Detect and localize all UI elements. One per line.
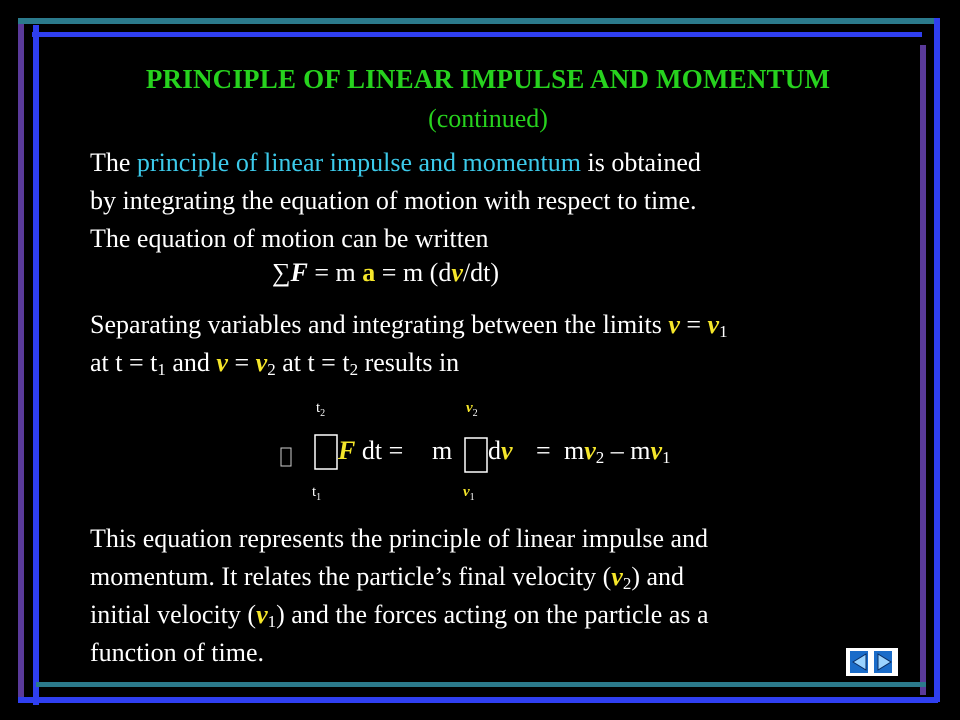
frame-bottom-outer-bar — [18, 697, 938, 703]
integral-sign-icon — [464, 437, 488, 473]
principle-highlight: principle of linear impulse and momentum — [136, 148, 581, 177]
missing-sum-glyph-icon — [280, 447, 292, 467]
impulse-equation-mass: m — [432, 436, 453, 465]
separation-line-2: at $t = t_1$ and $v = v_2$ at $t = t_2$ results in — [90, 348, 460, 379]
intro-line-2: by integrating the equation of motion with respect to time. — [90, 186, 697, 215]
upper-limit-v2: $v_2$ — [466, 400, 478, 419]
lower-limit-t1: $t_1$ — [312, 484, 322, 503]
separation-line-1: Separating variables and integrating between the limits $v = v_1$ — [90, 310, 728, 341]
conclusion-line-3: initial velocity $(v_1)$ and the forces acting on the particle as a — [90, 600, 709, 631]
lower-limit-v1: $v_1$ — [463, 484, 475, 503]
sigma-symbol: ∑ — [272, 258, 291, 287]
impulse-equation-dv: dv — [488, 436, 513, 465]
slide-title: PRINCIPLE OF LINEAR IMPULSE AND MOMENTUM — [145, 64, 831, 94]
upper-limit-t2: $t_2$ — [316, 400, 326, 419]
slide-subtitle: (continued) — [428, 104, 548, 133]
conclusion-line-4: function of time. — [90, 638, 265, 667]
intro-paragraph — [90, 144, 701, 258]
equation-of-motion: ∑F = m a = m (dv/dt) — [272, 258, 499, 287]
intro-line-3: The equation of motion can be written — [90, 224, 489, 253]
intro-line-1: The principle of linear impulse and momentum is obtained — [90, 148, 701, 177]
conclusion-paragraph — [90, 520, 709, 672]
conclusion-line-2: momentum. It relates the particle’s final velocity $(v_2)$ and — [90, 562, 685, 593]
conclusion-line-1: This equation represents the principle of linear impulse and — [90, 524, 709, 553]
separation-paragraph — [90, 306, 728, 382]
impulse-equation-left: F dt = — [338, 436, 404, 465]
frame-top-inner-bar — [32, 32, 922, 37]
impulse-equation-right: $mv_2 - mv_1$ — [564, 436, 671, 467]
frame-top-outer-bar — [18, 18, 938, 24]
previous-slide-button[interactable] — [850, 651, 868, 673]
next-slide-button[interactable] — [874, 651, 892, 673]
frame-right-inner-bar — [920, 45, 926, 695]
frame-bottom-inner-bar — [36, 682, 926, 687]
impulse-equation-equals: = — [536, 436, 551, 465]
integral-sign-icon — [314, 434, 338, 470]
